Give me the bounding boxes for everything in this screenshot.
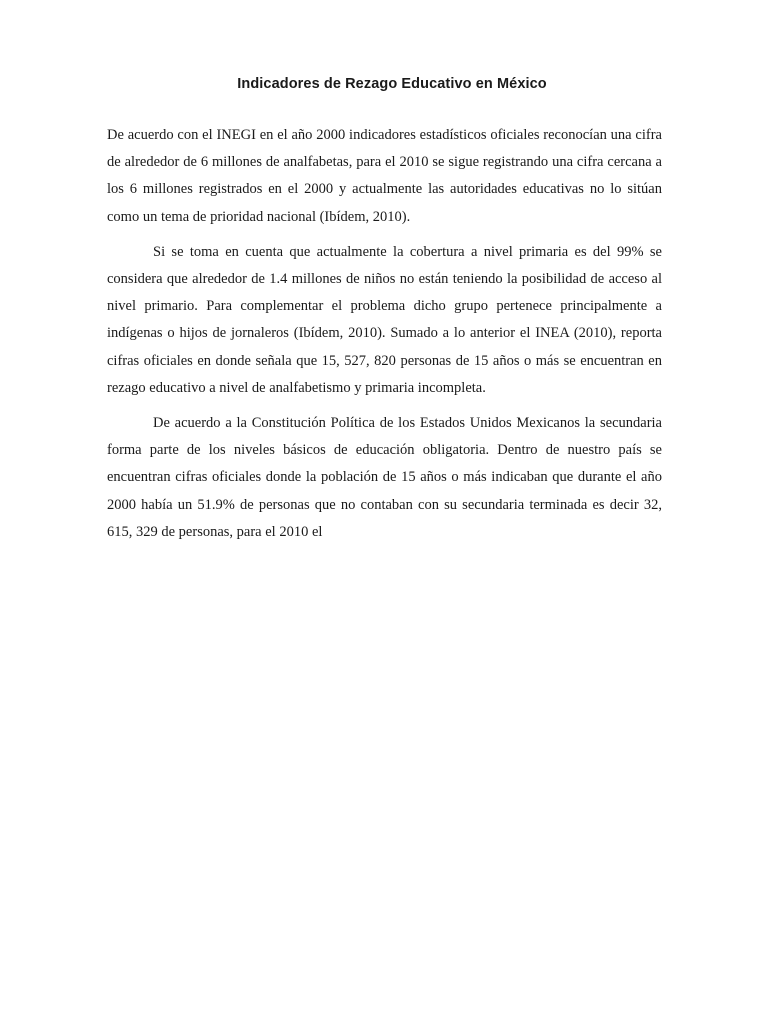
paragraph-secundaria: De acuerdo a la Constitución Política de los Estados Unidos Mexicanos la secundaria forma parte de los niveles básicos de educación obligatoria. Dentro de nuestro país se encuentran cifras oficiales donde la población de 15 años o más indicaban que durante el año 2000 había un 51.9% de personas que no contaban con su secundaria terminada es decir 32, 615, 329 de personas, para el 2010 el (107, 415, 662, 540)
paragraph-cobertura-primaria: Si se toma en cuenta que actualmente la cobertura a nivel primaria es del 99% se considera que alrededor de 1.4 millones de niños no están teniendo la posibilidad de acceso al nivel primario. Para complementar el problema dicho grupo pertenece principalmente a indígenas o hijos de jornaleros (Ibídem, 2010). Sumado a lo anterior el INEA (2010), reporta cifras oficiales en donde señala que 15, 527, 820 personas de 15 años o más se encuentran en rezago educativo a nivel de analfabetismo y primaria incompleta. (107, 243, 662, 396)
document-title: Indicadores de Rezago Educativo en México (237, 76, 547, 92)
document-body (107, 122, 662, 546)
paragraph-inegi-analfabetas: De acuerdo con el INEGI en el año 2000 indicadores estadísticos oficiales reconocían una cifra de alrededor de 6 millones de analfabetas, para el 2010 se sigue registrando una cifra cercana a los 6 millones registrados en el 2000 y actualmente las autoridades educativas no lo sitúan como un tema de prioridad nacional (Ibídem, 2010). (107, 127, 662, 225)
